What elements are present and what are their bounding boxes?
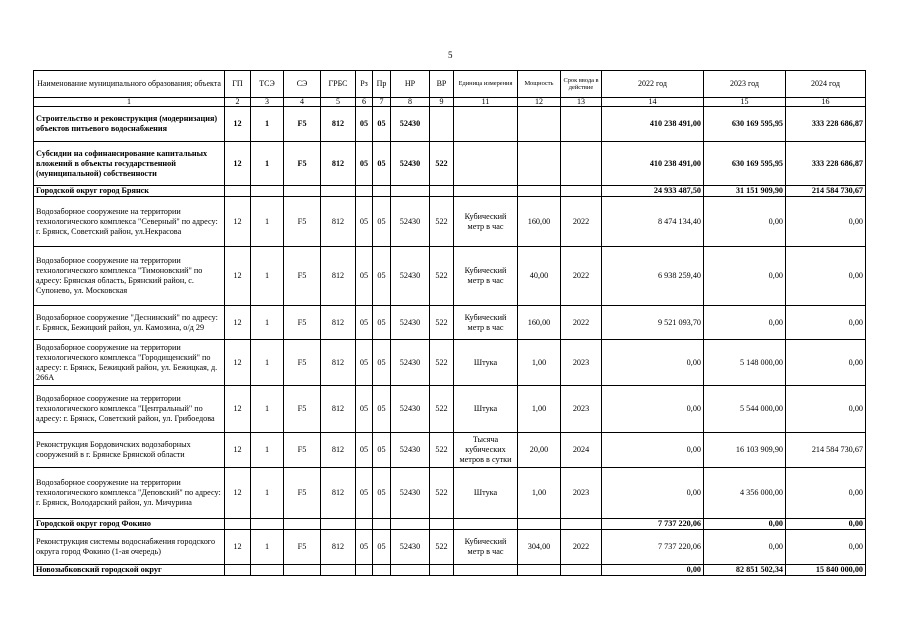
cell-power: 1,00 xyxy=(518,468,561,519)
column-number: 13 xyxy=(561,98,602,107)
cell-pr: 05 xyxy=(373,386,391,433)
cell-y2022: 24 933 487,50 xyxy=(602,186,704,197)
cell-vr: 522 xyxy=(430,530,454,565)
cell-term: 2023 xyxy=(561,468,602,519)
table-row xyxy=(34,247,866,306)
cell-se: F5 xyxy=(284,530,321,565)
cell-name: Строительство и реконструкция (модернизация) объектов питьевого водоснабжения xyxy=(34,107,225,142)
cell-nr xyxy=(391,186,430,197)
cell-name: Субсидии на софинансирование капитальных вложений в объекты государственной (муниципальной) собственности xyxy=(34,142,225,186)
column-number: 4 xyxy=(284,98,321,107)
cell-rz: 05 xyxy=(356,142,373,186)
cell-term xyxy=(561,142,602,186)
cell-tse: 1 xyxy=(251,107,284,142)
column-number: 11 xyxy=(454,98,518,107)
cell-name: Реконструкция Бордовичских водозаборных сооружений в г. Брянске Брянской области xyxy=(34,433,225,468)
column-number: 6 xyxy=(356,98,373,107)
cell-pr xyxy=(373,519,391,530)
cell-rz: 05 xyxy=(356,247,373,306)
cell-gp: 12 xyxy=(225,530,251,565)
cell-se: F5 xyxy=(284,340,321,386)
cell-power: 160,00 xyxy=(518,306,561,340)
table-row xyxy=(34,530,866,565)
header-cell: СЭ xyxy=(284,71,321,98)
cell-nr: 52430 xyxy=(391,468,430,519)
cell-y2023: 4 356 000,00 xyxy=(704,468,786,519)
cell-tse: 1 xyxy=(251,247,284,306)
cell-se xyxy=(284,186,321,197)
page-number: 5 xyxy=(448,50,453,60)
cell-gp: 12 xyxy=(225,107,251,142)
header-cell: Рз xyxy=(356,71,373,98)
cell-pr: 05 xyxy=(373,107,391,142)
column-number: 3 xyxy=(251,98,284,107)
cell-grbs xyxy=(321,519,356,530)
cell-rz: 05 xyxy=(356,197,373,247)
cell-y2022: 6 938 259,40 xyxy=(602,247,704,306)
column-number: 15 xyxy=(704,98,786,107)
cell-gp xyxy=(225,519,251,530)
cell-unit xyxy=(454,565,518,576)
cell-grbs: 812 xyxy=(321,247,356,306)
cell-y2024: 0,00 xyxy=(786,197,866,247)
cell-pr: 05 xyxy=(373,530,391,565)
cell-grbs: 812 xyxy=(321,306,356,340)
cell-tse: 1 xyxy=(251,386,284,433)
cell-rz: 05 xyxy=(356,433,373,468)
cell-vr xyxy=(430,186,454,197)
cell-y2024: 0,00 xyxy=(786,247,866,306)
cell-rz: 05 xyxy=(356,107,373,142)
cell-y2023: 16 103 909,90 xyxy=(704,433,786,468)
cell-rz: 05 xyxy=(356,386,373,433)
cell-unit xyxy=(454,107,518,142)
cell-y2024: 333 228 686,87 xyxy=(786,142,866,186)
cell-unit: Кубический метр в час xyxy=(454,197,518,247)
cell-y2024: 0,00 xyxy=(786,340,866,386)
cell-y2024: 0,00 xyxy=(786,468,866,519)
table-row xyxy=(34,186,866,197)
cell-gp: 12 xyxy=(225,197,251,247)
cell-gp xyxy=(225,565,251,576)
cell-rz: 05 xyxy=(356,468,373,519)
cell-nr: 52430 xyxy=(391,197,430,247)
cell-unit: Штука xyxy=(454,386,518,433)
cell-y2022: 9 521 093,70 xyxy=(602,306,704,340)
cell-unit xyxy=(454,519,518,530)
cell-pr: 05 xyxy=(373,306,391,340)
cell-y2023: 0,00 xyxy=(704,519,786,530)
cell-tse xyxy=(251,519,284,530)
cell-y2022: 8 474 134,40 xyxy=(602,197,704,247)
cell-tse: 1 xyxy=(251,197,284,247)
cell-grbs: 812 xyxy=(321,386,356,433)
cell-gp: 12 xyxy=(225,306,251,340)
cell-tse: 1 xyxy=(251,530,284,565)
cell-gp: 12 xyxy=(225,433,251,468)
cell-name: Водозаборное сооружение на территории технологического комплекса "Тимоновский" по адресу: Брянская область, Брянский район, с. Супонево, ул. Московская xyxy=(34,247,225,306)
cell-nr: 52430 xyxy=(391,247,430,306)
cell-y2023: 82 851 502,34 xyxy=(704,565,786,576)
table-row xyxy=(34,142,866,186)
cell-y2022: 0,00 xyxy=(602,340,704,386)
cell-term: 2022 xyxy=(561,247,602,306)
cell-term: 2023 xyxy=(561,340,602,386)
cell-rz xyxy=(356,519,373,530)
cell-vr: 522 xyxy=(430,142,454,186)
cell-gp: 12 xyxy=(225,468,251,519)
cell-nr: 52430 xyxy=(391,142,430,186)
header-cell: НР xyxy=(391,71,430,98)
table-body xyxy=(34,107,866,576)
cell-y2023: 5 544 000,00 xyxy=(704,386,786,433)
cell-tse xyxy=(251,186,284,197)
cell-gp: 12 xyxy=(225,142,251,186)
cell-y2024: 0,00 xyxy=(786,386,866,433)
cell-se: F5 xyxy=(284,197,321,247)
header-cell: 2024 год xyxy=(786,71,866,98)
cell-unit: Тысяча кубических метров в сутки xyxy=(454,433,518,468)
cell-name: Городской округ город Брянск xyxy=(34,186,225,197)
cell-name: Водозаборное сооружение на территории технологического комплекса "Центральный" по адресу: г. Брянск, Советский район, ул. Грибоедова xyxy=(34,386,225,433)
header-cell: ГП xyxy=(225,71,251,98)
cell-y2022: 0,00 xyxy=(602,565,704,576)
cell-vr: 522 xyxy=(430,340,454,386)
table-row xyxy=(34,468,866,519)
cell-vr: 522 xyxy=(430,433,454,468)
cell-y2023: 0,00 xyxy=(704,306,786,340)
cell-term xyxy=(561,565,602,576)
cell-gp: 12 xyxy=(225,247,251,306)
cell-power xyxy=(518,142,561,186)
cell-nr: 52430 xyxy=(391,340,430,386)
header-row xyxy=(34,71,866,98)
cell-term xyxy=(561,186,602,197)
cell-term xyxy=(561,107,602,142)
cell-unit: Штука xyxy=(454,340,518,386)
cell-se: F5 xyxy=(284,107,321,142)
cell-y2023: 0,00 xyxy=(704,197,786,247)
budget-table xyxy=(33,70,866,576)
cell-nr: 52430 xyxy=(391,386,430,433)
cell-nr xyxy=(391,565,430,576)
column-number: 5 xyxy=(321,98,356,107)
cell-y2022: 410 238 491,00 xyxy=(602,107,704,142)
cell-unit xyxy=(454,186,518,197)
cell-y2023: 630 169 595,95 xyxy=(704,107,786,142)
cell-grbs: 812 xyxy=(321,468,356,519)
cell-vr xyxy=(430,107,454,142)
table-row xyxy=(34,519,866,530)
cell-power xyxy=(518,565,561,576)
cell-name: Новозыбковский городской округ xyxy=(34,565,225,576)
cell-y2022: 7 737 220,06 xyxy=(602,519,704,530)
cell-gp: 12 xyxy=(225,386,251,433)
column-number: 1 xyxy=(34,98,225,107)
cell-unit xyxy=(454,142,518,186)
column-number: 2 xyxy=(225,98,251,107)
cell-y2022: 410 238 491,00 xyxy=(602,142,704,186)
cell-y2022: 7 737 220,06 xyxy=(602,530,704,565)
cell-tse: 1 xyxy=(251,468,284,519)
cell-grbs: 812 xyxy=(321,142,356,186)
cell-power: 20,00 xyxy=(518,433,561,468)
cell-power xyxy=(518,186,561,197)
cell-nr: 52430 xyxy=(391,530,430,565)
cell-pr: 05 xyxy=(373,197,391,247)
cell-nr: 52430 xyxy=(391,433,430,468)
header-cell: ТСЭ xyxy=(251,71,284,98)
cell-y2024: 333 228 686,87 xyxy=(786,107,866,142)
cell-vr xyxy=(430,565,454,576)
table-row xyxy=(34,433,866,468)
cell-vr: 522 xyxy=(430,247,454,306)
cell-grbs xyxy=(321,186,356,197)
cell-power xyxy=(518,519,561,530)
cell-rz: 05 xyxy=(356,340,373,386)
cell-vr: 522 xyxy=(430,468,454,519)
cell-tse: 1 xyxy=(251,433,284,468)
cell-se: F5 xyxy=(284,433,321,468)
cell-y2024: 0,00 xyxy=(786,306,866,340)
column-number: 16 xyxy=(786,98,866,107)
cell-pr: 05 xyxy=(373,340,391,386)
column-number: 9 xyxy=(430,98,454,107)
cell-y2024: 0,00 xyxy=(786,530,866,565)
cell-se xyxy=(284,565,321,576)
cell-power: 1,00 xyxy=(518,340,561,386)
cell-y2023: 0,00 xyxy=(704,247,786,306)
table-row xyxy=(34,386,866,433)
cell-pr: 05 xyxy=(373,247,391,306)
cell-tse xyxy=(251,565,284,576)
cell-y2024: 214 584 730,67 xyxy=(786,433,866,468)
cell-rz: 05 xyxy=(356,530,373,565)
cell-tse: 1 xyxy=(251,142,284,186)
cell-name: Водозаборное сооружение на территории технологического комплекса "Деповский" по адресу: г. Брянск, Володарский район, ул. Мичурина xyxy=(34,468,225,519)
cell-pr xyxy=(373,565,391,576)
cell-tse: 1 xyxy=(251,306,284,340)
cell-y2023: 0,00 xyxy=(704,530,786,565)
cell-grbs: 812 xyxy=(321,197,356,247)
cell-se: F5 xyxy=(284,468,321,519)
cell-name: Реконструкция системы водоснабжения городского округа город Фокино (1-ая очередь) xyxy=(34,530,225,565)
column-number: 14 xyxy=(602,98,704,107)
cell-name: Городской округ город Фокино xyxy=(34,519,225,530)
cell-pr: 05 xyxy=(373,433,391,468)
cell-nr: 52430 xyxy=(391,306,430,340)
cell-nr: 52430 xyxy=(391,107,430,142)
cell-gp xyxy=(225,186,251,197)
cell-y2024: 15 840 000,00 xyxy=(786,565,866,576)
cell-se: F5 xyxy=(284,142,321,186)
cell-vr: 522 xyxy=(430,306,454,340)
cell-rz xyxy=(356,186,373,197)
table-row xyxy=(34,197,866,247)
cell-grbs: 812 xyxy=(321,340,356,386)
column-number: 8 xyxy=(391,98,430,107)
cell-vr xyxy=(430,519,454,530)
cell-grbs: 812 xyxy=(321,107,356,142)
cell-power: 304,00 xyxy=(518,530,561,565)
cell-name: Водозаборное сооружение "Деснинский" по адресу: г. Брянск, Бежицкий район, ул. Камозина, о/д 29 xyxy=(34,306,225,340)
cell-term xyxy=(561,519,602,530)
cell-name: Водозаборное сооружение на территории технологического комплекса "Городищенский" по адресу: г. Брянск, Бежицкий район, ул. Бежицкая, д. 266А xyxy=(34,340,225,386)
cell-power: 40,00 xyxy=(518,247,561,306)
cell-y2022: 0,00 xyxy=(602,386,704,433)
table-row xyxy=(34,340,866,386)
header-cell: ВР xyxy=(430,71,454,98)
cell-gp: 12 xyxy=(225,340,251,386)
table-row xyxy=(34,306,866,340)
cell-y2024: 0,00 xyxy=(786,519,866,530)
cell-term: 2022 xyxy=(561,530,602,565)
cell-y2023: 5 148 000,00 xyxy=(704,340,786,386)
cell-vr: 522 xyxy=(430,197,454,247)
cell-power xyxy=(518,107,561,142)
column-number: 12 xyxy=(518,98,561,107)
cell-rz xyxy=(356,565,373,576)
cell-nr xyxy=(391,519,430,530)
table-row xyxy=(34,107,866,142)
cell-power: 160,00 xyxy=(518,197,561,247)
cell-grbs: 812 xyxy=(321,530,356,565)
cell-y2022: 0,00 xyxy=(602,468,704,519)
header-cell: 2023 год xyxy=(704,71,786,98)
cell-rz: 05 xyxy=(356,306,373,340)
table-row xyxy=(34,565,866,576)
header-cell: Срок ввода в действие xyxy=(561,71,602,98)
cell-unit: Кубический метр в час xyxy=(454,247,518,306)
cell-pr: 05 xyxy=(373,142,391,186)
cell-y2023: 31 151 909,90 xyxy=(704,186,786,197)
cell-y2024: 214 584 730,67 xyxy=(786,186,866,197)
header-cell: 2022 год xyxy=(602,71,704,98)
header-cell: Единица измерения xyxy=(454,71,518,98)
cell-pr: 05 xyxy=(373,468,391,519)
cell-grbs xyxy=(321,565,356,576)
cell-se: F5 xyxy=(284,306,321,340)
cell-term: 2022 xyxy=(561,306,602,340)
cell-tse: 1 xyxy=(251,340,284,386)
cell-unit: Штука xyxy=(454,468,518,519)
header-cell: Мощность xyxy=(518,71,561,98)
cell-se: F5 xyxy=(284,247,321,306)
header-cell: Пр xyxy=(373,71,391,98)
cell-se: F5 xyxy=(284,386,321,433)
cell-power: 1,00 xyxy=(518,386,561,433)
header-cell: Наименование муниципального образования; объекта xyxy=(34,71,225,98)
header-cell: ГРБС xyxy=(321,71,356,98)
cell-unit: Кубический метр в час xyxy=(454,306,518,340)
cell-grbs: 812 xyxy=(321,433,356,468)
cell-y2023: 630 169 595,95 xyxy=(704,142,786,186)
cell-y2022: 0,00 xyxy=(602,433,704,468)
cell-se xyxy=(284,519,321,530)
cell-term: 2022 xyxy=(561,197,602,247)
cell-name: Водозаборное сооружение на территории технологического комплекса "Северный" по адресу: г. Брянск, Советский район, ул.Некрасова xyxy=(34,197,225,247)
column-number-row xyxy=(34,98,866,107)
cell-term: 2024 xyxy=(561,433,602,468)
cell-pr xyxy=(373,186,391,197)
cell-vr: 522 xyxy=(430,386,454,433)
cell-unit: Кубический метр в час xyxy=(454,530,518,565)
cell-term: 2023 xyxy=(561,386,602,433)
column-number: 7 xyxy=(373,98,391,107)
